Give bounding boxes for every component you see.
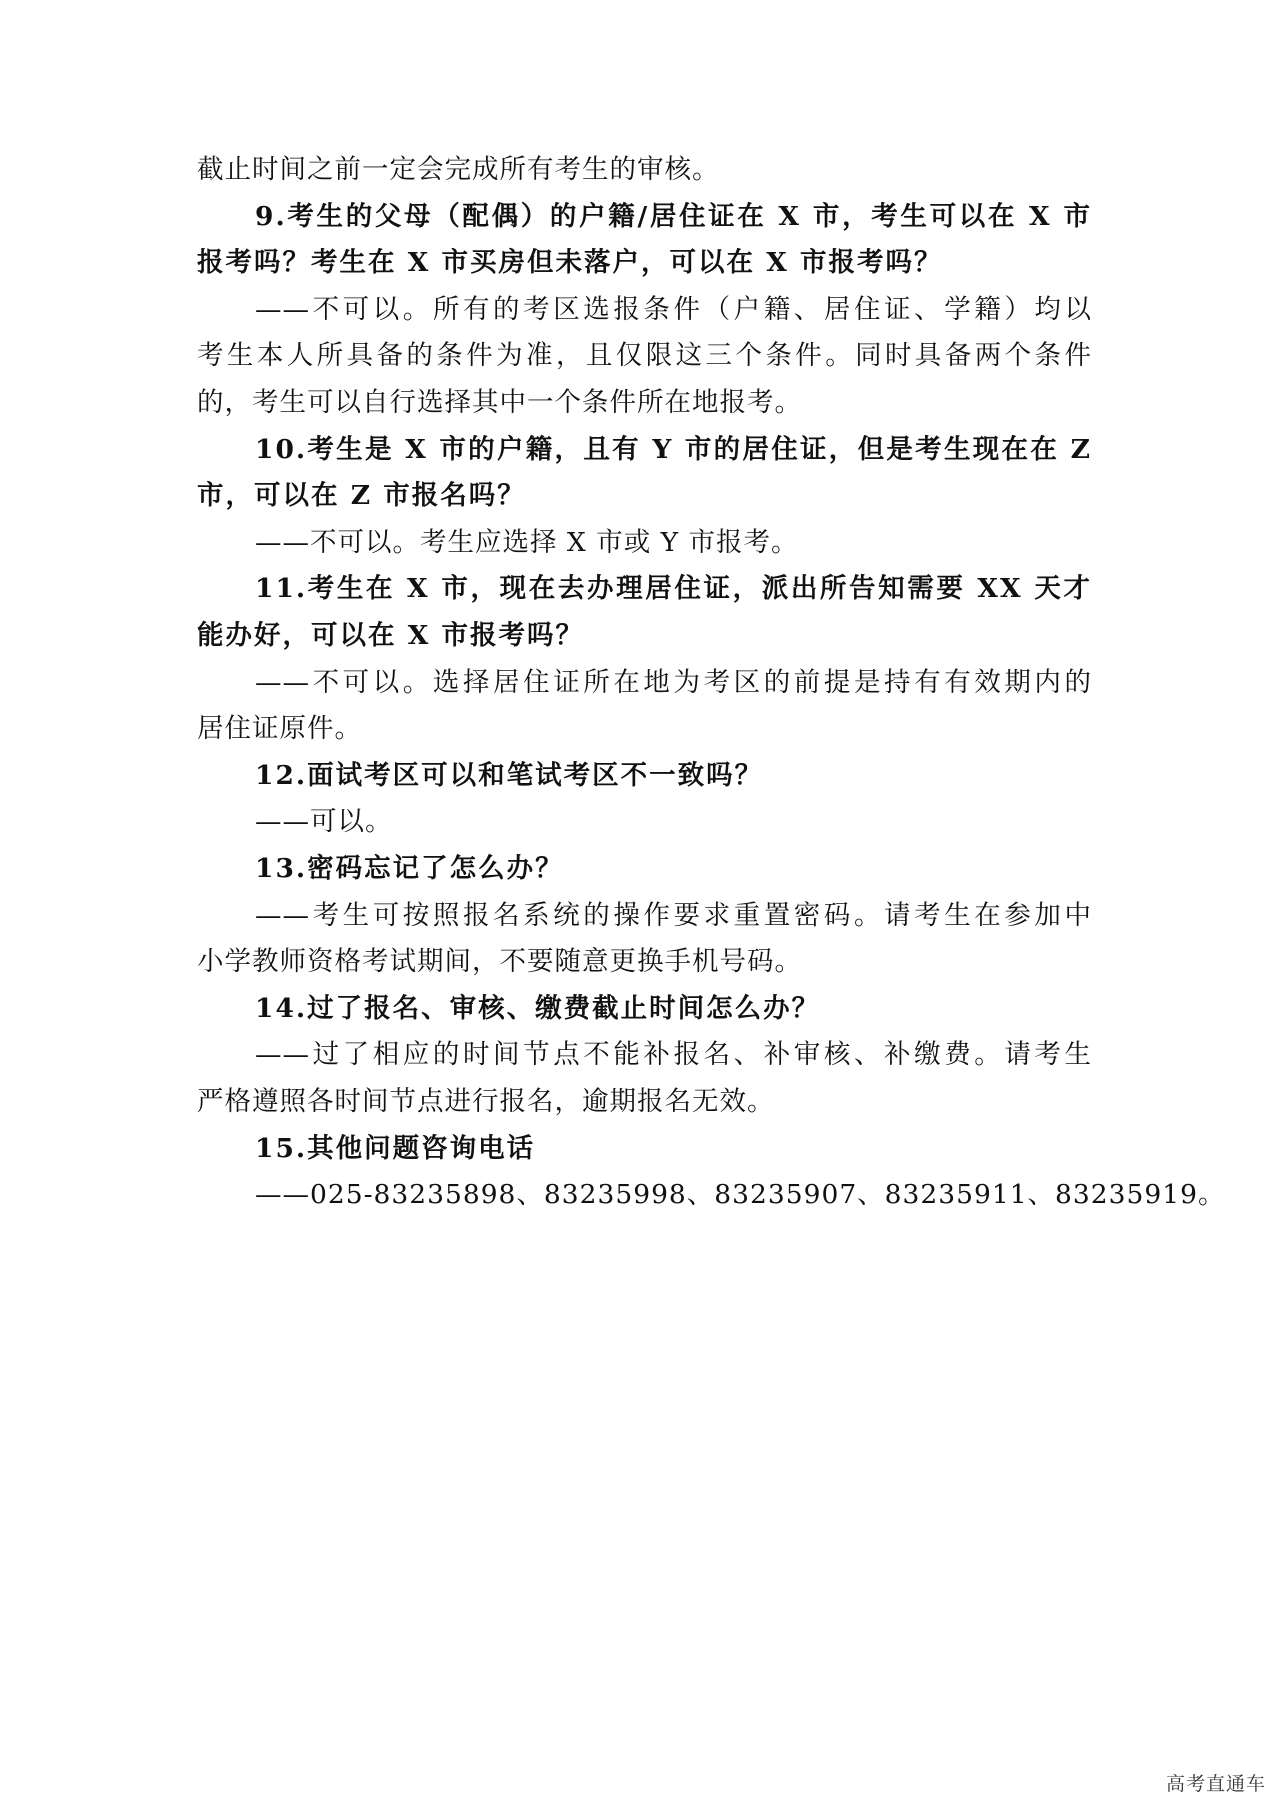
answer-line: 考生本人所具备的条件为准，且仅限这三个条件。同时具备两个条件 [197,340,1092,372]
answer-line: 居住证原件。 [197,713,362,745]
question-line: 12.面试考区可以和笔试考区不一致吗？ [255,759,764,791]
question-line: 能办好，可以在 X 市报考吗？ [197,620,585,651]
answer-line: ——过了相应的时间节点不能补报名、补审核、补缴费。请考生 [255,1039,1092,1071]
answer-line: ——不可以。考生应选择 X 市或 Y 市报考。 [255,526,799,558]
answer-line: ——不可以。所有的考区选报条件（户籍、居住证、学籍）均以 [255,293,1092,325]
question-line: 市，可以在 Z 市报名吗？ [197,480,526,512]
answer-line: 截止时间之前一定会完成所有考生的审核。 [197,154,720,185]
question-line: 13.密码忘记了怎么办？ [255,853,564,884]
question-line: 11.考生在 X 市，现在去办理居住证，派出所告知需要 XX 天才 [255,573,1092,605]
answer-line: ——可以。 [255,806,393,838]
answer-line: ——不可以。选择居住证所在地为考区的前提是持有有效期内的 [255,666,1092,698]
answer-line: 小学教师资格考试期间，不要随意更换手机号码。 [197,946,802,978]
answer-line: 严格遵照各时间节点进行报名，逾期报名无效。 [197,1086,775,1117]
answer-line: ——025-83235898、83235998、83235907、83235911、83235919。 [255,1179,1226,1211]
answer-line: 的，考生可以自行选择其中一个条件所在地报考。 [197,387,802,418]
question-line: 14.过了报名、审核、缴费截止时间怎么办？ [255,992,821,1024]
answer-line: ——考生可按照报名系统的操作要求重置密码。请考生在参加中 [255,899,1092,931]
question-line: 9.考生的父母（配偶）的户籍/居住证在 X 市，考生可以在 X 市 [255,200,1092,232]
watermark: 高考直通车 [1165,1773,1266,1795]
question-line: 报考吗？考生在 X 市买房但未落户，可以在 X 市报考吗？ [197,247,943,279]
question-line: 15.其他问题咨询电话 [255,1132,536,1164]
question-line: 10.考生是 X 市的户籍，且有 Y 市的居住证，但是考生现在在 Z [255,433,1092,465]
